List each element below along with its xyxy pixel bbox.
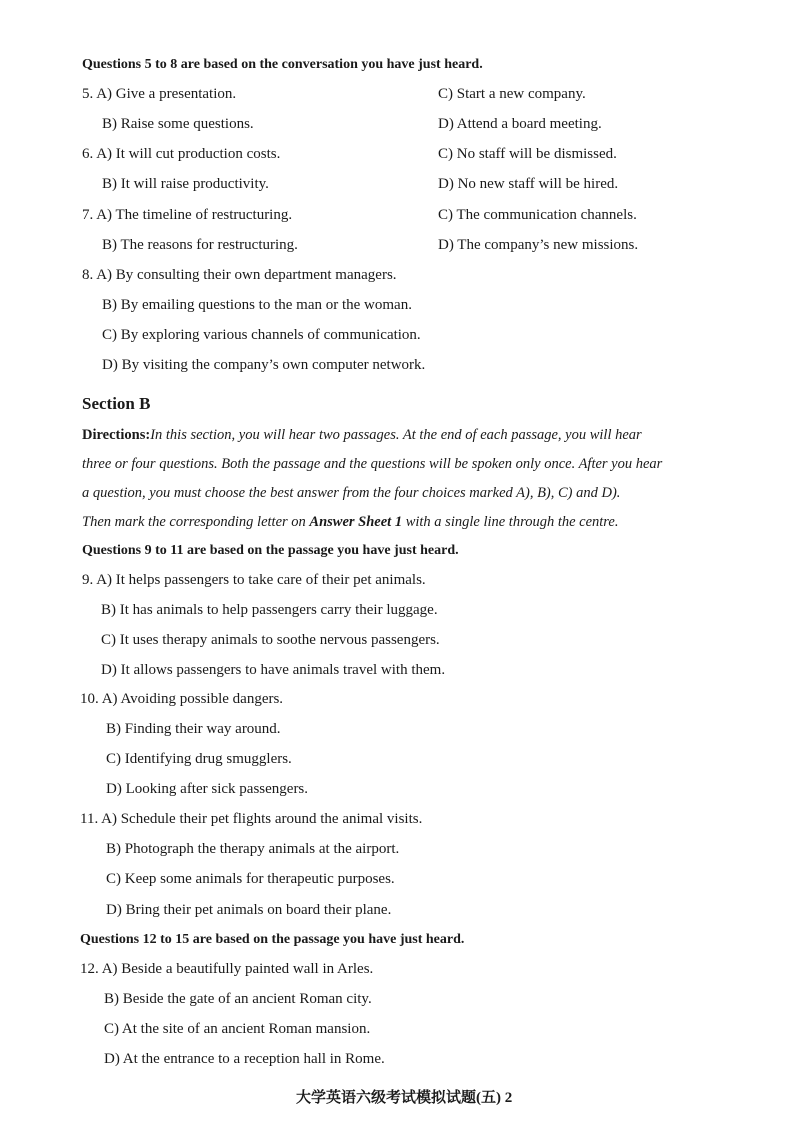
option-b: B) Raise some questions. bbox=[102, 116, 254, 132]
option-a: A) The timeline of restructuring. bbox=[96, 207, 293, 223]
option-c: C) At the site of an ancient Roman mansion. bbox=[104, 1021, 371, 1037]
option-b: B) By emailing questions to the man or the woman. bbox=[102, 297, 412, 313]
option-a: A) Schedule their pet flights around the animal visits. bbox=[101, 811, 423, 827]
directions-text: In this section, you will hear two passages. At the end of each passage, you will hear bbox=[150, 427, 642, 443]
directions-line-2 bbox=[82, 454, 662, 474]
option-a: A) By consulting their own department managers. bbox=[96, 267, 397, 283]
directions-text: a question, you must choose the best answer from the four choices marked A), B), C) and D). bbox=[82, 485, 621, 501]
option-d: D) Bring their pet animals on board their plane. bbox=[106, 902, 392, 918]
option-b: B) It will raise productivity. bbox=[102, 176, 269, 192]
question-9 bbox=[82, 570, 426, 590]
option-b: B) The reasons for restructuring. bbox=[102, 237, 298, 253]
option-b: B) Photograph the therapy animals at the airport. bbox=[106, 841, 400, 857]
question-number: 6. bbox=[82, 146, 94, 162]
option-c: C) No staff will be dismissed. bbox=[438, 146, 617, 162]
option-d: D) It allows passengers to have animals travel with them. bbox=[101, 662, 446, 678]
option-b: B) Beside the gate of an ancient Roman city. bbox=[104, 991, 372, 1007]
question-number: 5. bbox=[82, 86, 94, 102]
option-c: C) The communication channels. bbox=[438, 207, 637, 223]
option-c: C) Start a new company. bbox=[438, 86, 586, 102]
option-d: D) By visiting the company’s own computer network. bbox=[102, 357, 426, 373]
directions-line-4 bbox=[82, 512, 618, 532]
answer-sheet-label: Answer Sheet 1 bbox=[309, 514, 403, 530]
directions-text: three or four questions. Both the passage and the questions will be spoken only once. After you hear bbox=[82, 456, 663, 472]
q12-15-intro: Questions 12 to 15 are based on the passage you have just heard. bbox=[80, 932, 465, 947]
question-12 bbox=[80, 959, 373, 979]
question-number: 9. bbox=[82, 572, 94, 588]
question-6 bbox=[82, 144, 280, 164]
question-number: 12. bbox=[80, 961, 99, 977]
question-10 bbox=[80, 689, 283, 709]
option-a: A) Avoiding possible dangers. bbox=[101, 691, 284, 707]
question-7 bbox=[82, 205, 292, 225]
question-number: 7. bbox=[82, 207, 94, 223]
page-footer: 大学英语六级考试模拟试题(五) 2 bbox=[296, 1090, 513, 1106]
section-b-title: Section B bbox=[82, 394, 151, 413]
option-a: A) Give a presentation. bbox=[96, 86, 237, 102]
question-11 bbox=[80, 809, 422, 829]
option-c: C) By exploring various channels of communication. bbox=[102, 327, 421, 343]
option-d: D) Looking after sick passengers. bbox=[106, 781, 309, 797]
option-b: B) Finding their way around. bbox=[106, 721, 281, 737]
option-c: C) Identifying drug smugglers. bbox=[106, 751, 292, 767]
question-number: 10. bbox=[80, 691, 99, 707]
option-d: D) At the entrance to a reception hall in Rome. bbox=[104, 1051, 385, 1067]
q9-11-intro: Questions 9 to 11 are based on the passage you have just heard. bbox=[82, 543, 459, 558]
option-d: D) No new staff will be hired. bbox=[438, 176, 619, 192]
option-b: B) It has animals to help passengers carry their luggage. bbox=[101, 602, 438, 618]
option-d: D) The company’s new missions. bbox=[438, 237, 639, 253]
option-a: A) It will cut production costs. bbox=[96, 146, 281, 162]
option-a: A) It helps passengers to take care of their pet animals. bbox=[96, 572, 426, 588]
q5-8-intro: Questions 5 to 8 are based on the conversation you have just heard. bbox=[82, 57, 483, 72]
option-c: C) Keep some animals for therapeutic purposes. bbox=[106, 871, 395, 887]
option-a: A) Beside a beautifully painted wall in Arles. bbox=[101, 961, 374, 977]
directions-label: Directions: bbox=[82, 427, 151, 443]
option-c: C) It uses therapy animals to soothe nervous passengers. bbox=[101, 632, 440, 648]
directions-line-3 bbox=[82, 483, 620, 503]
question-number: 11. bbox=[80, 811, 99, 827]
question-number: 8. bbox=[82, 267, 94, 283]
question-5 bbox=[82, 84, 236, 104]
question-8 bbox=[82, 265, 397, 285]
directions-text: with a single line through the centre. bbox=[402, 514, 619, 530]
option-d: D) Attend a board meeting. bbox=[438, 116, 602, 132]
directions-text: Then mark the corresponding letter on bbox=[82, 514, 310, 530]
directions-line-1 bbox=[82, 425, 642, 445]
